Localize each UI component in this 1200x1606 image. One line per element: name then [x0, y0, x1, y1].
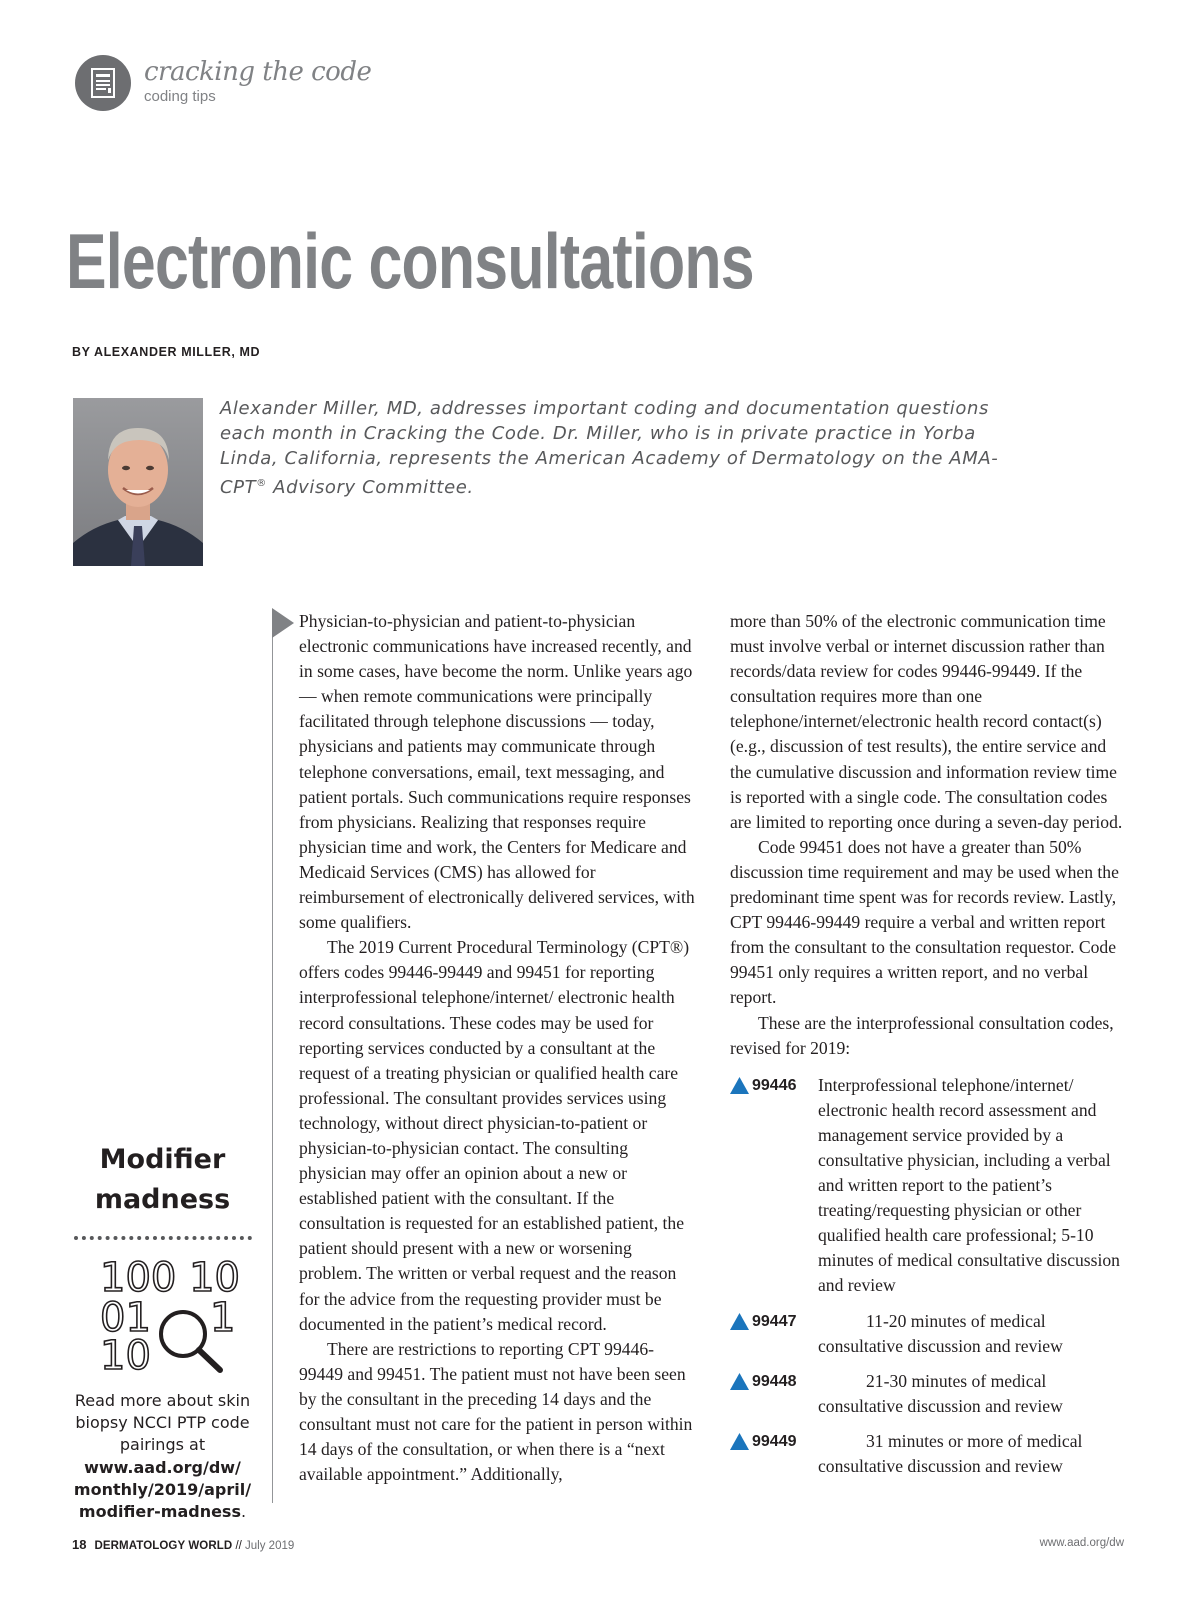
paragraph: There are restrictions to reporting CPT 99446-99449 and 99451. The patient must not have been seen by the consultant in the preceding 14 days and the consultant must not care for the patient in person within 14 days of the consultation, or when there is a “next available appointment.” Additionally, — [299, 1338, 693, 1485]
article-byline: BY ALEXANDER MILLER, MD — [72, 345, 261, 359]
code-description: 11-20 minutes of medical consultative discussion and review — [818, 1310, 1063, 1356]
blue-triangle-icon — [730, 1433, 749, 1450]
sidebar-modifier-madness — [60, 1140, 265, 1523]
modifier-madness-link[interactable]: www.aad.org/dw/ monthly/2019/april/ modifier-madness — [73, 1457, 252, 1522]
blue-triangle-icon — [730, 1313, 749, 1330]
paragraph: These are the interprofessional consultation codes, revised for 2019: — [730, 1012, 1114, 1058]
binary-line-2a: 01 — [99, 1295, 151, 1341]
footer-separator: // — [232, 1540, 246, 1552]
binary-line-3: 10 — [99, 1333, 151, 1379]
magazine-name: DERMATOLOGY WORLD — [94, 1540, 233, 1552]
code-number: 99446 — [752, 1076, 797, 1094]
body-column-2 — [730, 609, 1132, 1479]
code-number: 99449 — [752, 1432, 797, 1450]
author-bio: Alexander Miller, MD, addresses important coding and documentation questions each month in Cracking the Code. Dr. Miller, who is in private practice in Yorba Linda, California, represents the American Academy of Dermatology on the AMA-CPT® Advisory Committee. — [220, 398, 999, 498]
code-number: 99448 — [752, 1372, 797, 1390]
code-row — [730, 1073, 1132, 1299]
code-list — [730, 1073, 1132, 1479]
code-description: 31 minutes or more of medical consultative discussion and review — [818, 1430, 1083, 1476]
sidebar-title: Modifier madness — [94, 1144, 231, 1215]
binary-magnifier-icon — [98, 1254, 240, 1379]
paragraph: The 2019 Current Procedural Terminology (CPT®) offers codes 99446-99449 and 99451 for reporting interprofessional telephone/internet/ electronic health record consultations. These codes may be used for reporting services conducted by a consultant at the request of a treating physician or qualified health care professional. The consultant provides services using technology, without direct physician-to-patient or physician-to-physician contact. The consulting physician may offer an opinion about a new or established patient with the consultant. If the consultation is requested for an established patient, the patient should present with a new or worsening problem. The written or verbal request and the reason for the advice from the requesting provider must be documented in the patient’s medical record. — [299, 937, 690, 1334]
binary-line-2b: 1 — [209, 1295, 235, 1341]
code-row — [730, 1369, 1132, 1419]
section-header — [75, 55, 375, 115]
section-subtitle: coding tips — [144, 88, 216, 105]
footer-url[interactable]: www.aad.org/dw — [1039, 1537, 1124, 1549]
author-photo — [73, 398, 203, 566]
section-title: cracking the code — [144, 57, 372, 87]
code-description: Interprofessional telephone/internet/ electronic health record assessment and management service provided by a consultative physician, including a verbal and written report to the patient’s treating/requesting physician or other qualified health care professional; 5-10 minutes of medical consultative discussion and review — [818, 1074, 1120, 1296]
sidebar-text: Read more about skin biopsy NCCI PTP code pairings at www.aad.org/dw/ monthly/2019/april/ modifier-madness. — [73, 1391, 252, 1522]
footer-left — [72, 1537, 294, 1552]
blue-triangle-icon — [730, 1077, 749, 1094]
sidebar-divider — [74, 1236, 252, 1240]
code-row — [730, 1309, 1132, 1359]
paragraph: Physician-to-physician and patient-to-physician electronic communications have increased recently, and in some cases, have become the norm. Unlike years ago — when remote communications were principally facilitated through telephone discussions — today, physicians and patients may communicate through telephone conversations, email, text messaging, and patient portals. Such communications require responses from physicians. Realizing that responses require physician time and work, the Centers for Medicare and Medicaid Services (CMS) has allowed for reimbursement of electronically delivered services, with some qualifiers. — [299, 611, 695, 933]
page-number: 18 — [72, 1537, 87, 1552]
code-description: 21-30 minutes of medical consultative discussion and review — [818, 1370, 1063, 1416]
play-arrow-icon — [272, 608, 294, 638]
column-rule — [272, 616, 273, 1503]
code-row — [730, 1429, 1132, 1479]
issue-date: July 2019 — [245, 1540, 295, 1552]
article-title: Electronic consultations — [66, 217, 754, 305]
body-column-1 — [299, 609, 695, 1487]
binary-line-1: 100 10 — [99, 1255, 240, 1301]
code-number: 99447 — [752, 1312, 797, 1330]
paragraph: Code 99451 does not have a greater than 50% discussion time requirement and may be used when the predominant time spent was for records review. Lastly, CPT 99446-99449 require a verbal and written report from the consultant to the consultation requestor. Code 99451 only requires a written report, and no verbal report. — [730, 836, 1119, 1008]
paragraph: more than 50% of the electronic communication time must involve verbal or internet discussion rather than records/data review for codes 99446-99449. If the consultation requires more than one telephone/internet/electronic health record contact(s) (e.g., discussion of test results), the entire service and the cumulative discussion and information review time is reported with a single code. The consultation codes are limited to reporting once during a seven-day period. — [730, 611, 1123, 832]
document-icon — [75, 55, 131, 111]
blue-triangle-icon — [730, 1373, 749, 1390]
